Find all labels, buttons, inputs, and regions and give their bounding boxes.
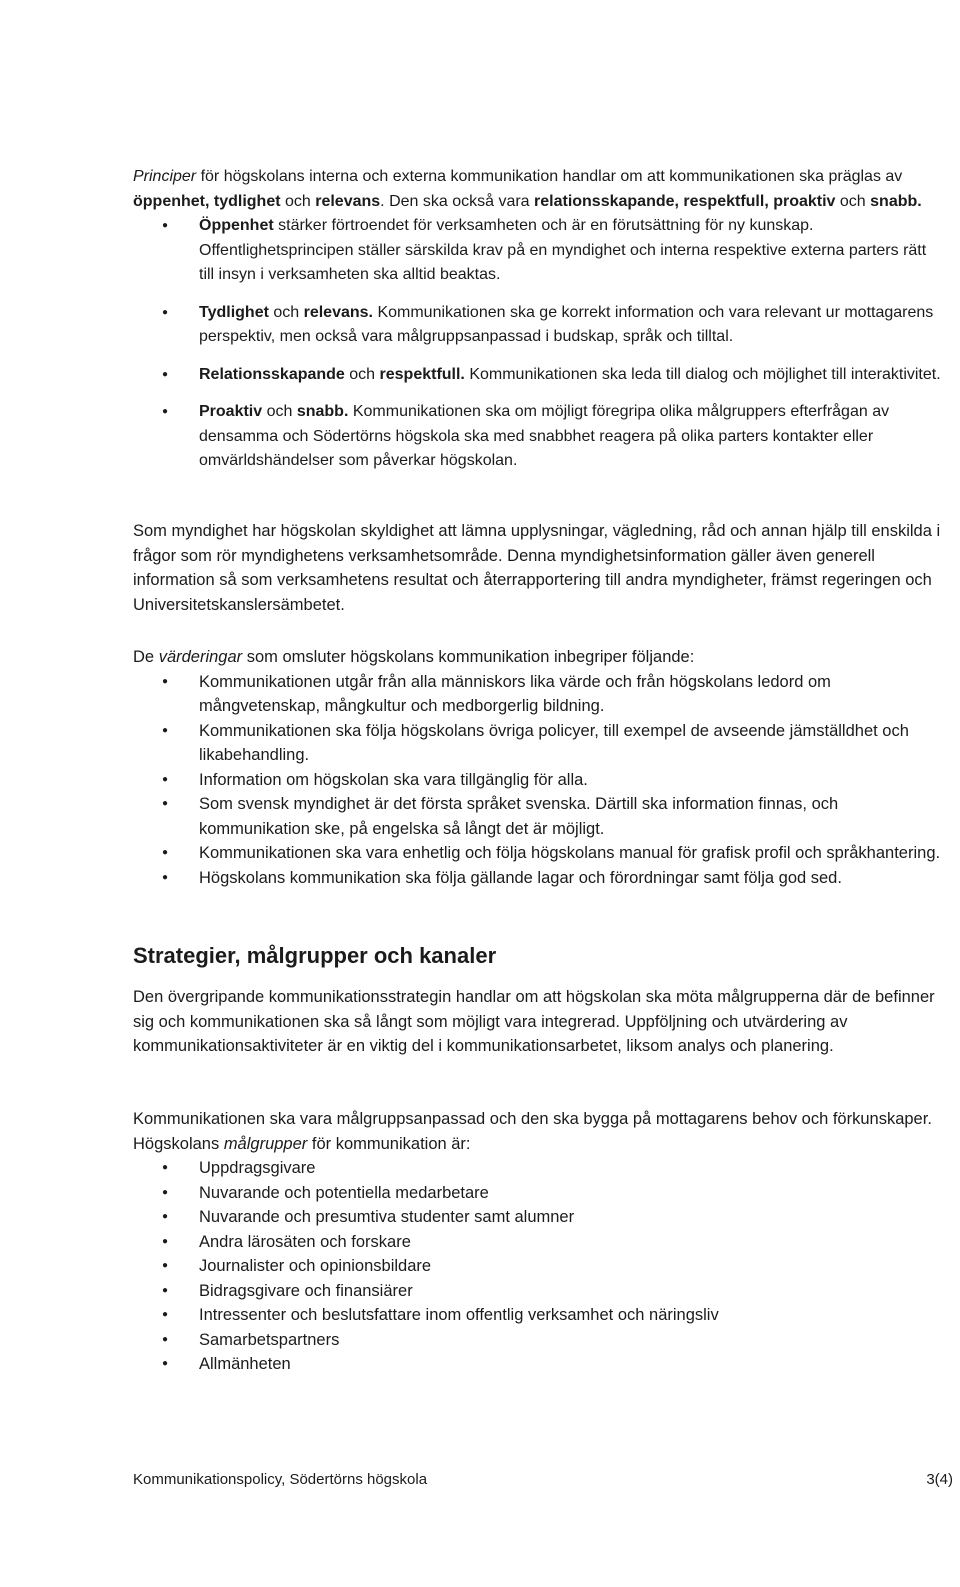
target-item: ● Samarbetspartners [133,1328,943,1353]
values-item: ● Kommunikationen utgår från alla människors lika värde och från högskolans ledord om mångvetenskap, mångkultur och medborgerlig bildning. [133,670,943,719]
principle-bold-a: Relationsskapande [199,365,345,383]
values-item: ● Information om högskolan ska vara tillgänglig för alla. [133,768,943,793]
target-item: ● Nuvarande och presumtiva studenter samt alumner [133,1205,943,1230]
targets-section [133,1107,943,1377]
target-item: ● Andra lärosäten och forskare [133,1230,943,1255]
principles-text-2: och [280,192,316,210]
values-item: ● Kommunikationen ska vara enhetlig och följa högskolans manual för grafisk profil och språkhantering. [133,841,943,866]
principle-bold-a: Tydlighet [199,303,269,321]
targets-lead [133,1107,943,1156]
values-item: ● Som svensk myndighet är det första språket svenska. Därtill ska information finnas, och kommunikation ske, på engelska så långt det är möjligt. [133,792,943,841]
principle-mid: och [268,303,304,321]
principles-bold-2: relevans [315,192,381,210]
values-lead-1: De [133,648,159,666]
principle-text: stärker förtroendet för verksamheten och är en förutsättning för ny kunskap. [273,217,814,234]
principle-item-proaktiv [133,400,943,474]
principles-paragraph [133,165,943,214]
principle-item-oppenhet [133,214,943,239]
page-footer [133,1471,953,1488]
values-item: ● Högskolans kommunikation ska följa gällande lagar och förordningar samt följa god sed. [133,866,943,891]
page-number: 3(4) [926,1471,953,1488]
targets-lead-2: för kommunikation är: [307,1134,471,1153]
values-list [133,670,943,891]
section-heading: Strategier, målgrupper och kanaler [133,943,497,968]
values-item: ● Kommunikationen ska följa högskolans övriga policyer, till exempel de avseende jämställdhet och likabehandling. [133,719,943,768]
principle-subparagraph [133,239,943,288]
principles-list [133,214,943,474]
principle-bold-b: relevans. [303,303,373,321]
principles-section [133,165,943,487]
principle-item-relationsskapande [133,363,943,388]
principle-text: Kommunikationen ska om möjligt föregripa olika målgruppers efterfrågan av densamma och Södertörns högskola ska med snabbhet reagera på olika parters kontakter eller omvärldshändelser som påverkar högskolan. [199,403,890,469]
values-section [133,645,943,890]
principle-item-tydlighet [133,301,943,350]
targets-lead-italic: målgrupper [223,1134,308,1153]
principle-bold-b: respektfull. [379,365,465,383]
principles-text-4: och [835,192,871,210]
footer-title: Kommunikationspolicy, Södertörns högskola [133,1471,428,1488]
target-item: ● Intressenter och beslutsfattare inom offentlig verksamhet och näringsliv [133,1303,943,1328]
principle-bold-b: snabb. [296,403,349,420]
target-item: ● Allmänheten [133,1352,943,1377]
myndighet-paragraph: Som myndighet har högskolan skyldighet att lämna upplysningar, vägledning, råd och annan hjälp till enskilda i frågor som rör myndighetens verksamhetsområde. Denna myndighetsinformation gäller även generell information så som verksamhetens resultat och återrapportering till andra myndigheter, främst regeringen och Universitetskanslersämbetet. [133,522,941,614]
principles-bold-4: snabb. [870,192,922,210]
principer-italic: Principer [133,168,197,185]
principle-mid: och [344,365,380,383]
values-lead-2: som omsluter högskolans kommunikation inbegriper följande: [242,648,695,666]
principles-bold-1: öppenhet, tydlighet [133,192,281,210]
principle-text: Kommunikationen ska ge korrekt information och vara relevant ur mottagarens perspektiv, men också vara målgruppsanpassad i budskap, språk och tilltal. [199,303,934,345]
target-item: ● Bidragsgivare och finansiärer [133,1279,943,1304]
principles-bold-3: relationsskapande, respektfull, proaktiv [534,192,836,210]
targets-list [133,1156,943,1377]
myndighet-section [133,519,943,617]
principles-text-1: för högskolans interna och externa kommunikation handlar om att kommunikationen ska präglas av [196,168,903,185]
target-item: ● Nuvarande och potentiella medarbetare [133,1181,943,1206]
target-item: ● Uppdragsgivare [133,1156,943,1181]
strategy-section [133,985,943,1059]
principle-bold: Öppenhet [199,217,274,234]
principles-text-3: . Den ska också vara [380,192,535,210]
principle-text: Kommunikationen ska leda till dialog och möjlighet till interaktivitet. [464,365,941,383]
values-lead [133,645,943,670]
targets-lead-1: Kommunikationen ska vara målgruppsanpassad och den ska bygga på mottagarens behov och förkunskaper. Högskolans [133,1110,932,1153]
principle-bold-a: Proaktiv [199,403,263,420]
principle-sub-text: Offentlighetsprincipen ställer särskilda krav på en myndighet och interna respektive externa parters rätt till insyn i verksamheten ska alltid beaktas. [199,241,927,283]
target-item: ● Journalister och opinionsbildare [133,1254,943,1279]
values-lead-italic: värderingar [158,648,243,666]
strategy-paragraph: Den övergripande kommunikationsstrategin handlar om att högskolan ska möta målgrupperna där de befinner sig och kommunikationen ska så långt som möjligt vara integrerad. Uppföljning och utvärdering av kommunikationsaktiviteter är en viktig del i kommunikationsarbetet, liksom analys och planering. [133,988,935,1055]
principle-mid: och [262,403,297,420]
